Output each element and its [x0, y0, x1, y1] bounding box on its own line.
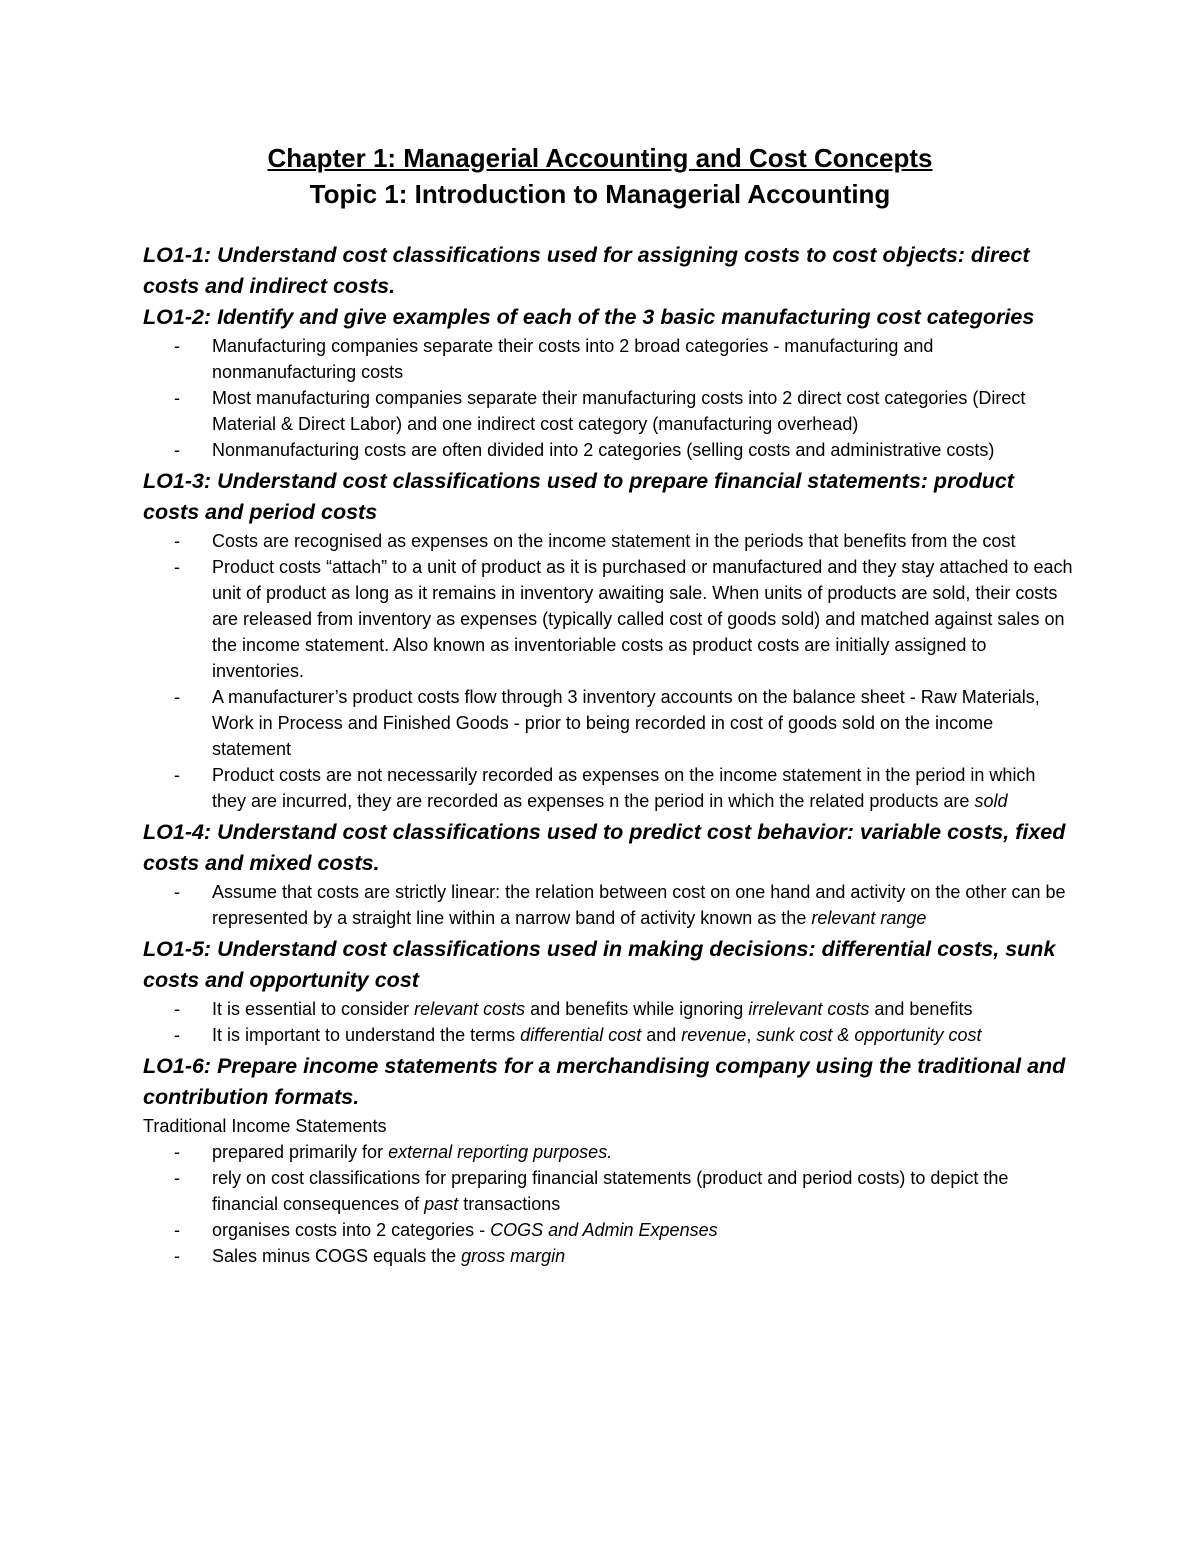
emphasis-text: COGS and Admin Expenses: [490, 1220, 718, 1240]
list-item: [143, 1022, 1073, 1048]
list-item: - Product costs “attach” to a unit of product as it is purchased or manufactured and they stay attached to each unit of product as long as it remains in inventory awaiting sale. When units of products are sold, their costs are released from inventory as expenses (typically called cost of goods sold) and matched against sales on the income statement. Also known as inventoriable costs as product costs are initially assigned to inventories.: [143, 554, 1073, 684]
list-item: [143, 1165, 1073, 1217]
list-item: - Nonmanufacturing costs are often divided into 2 categories (selling costs and administrative costs): [143, 437, 1073, 463]
emphasis-text: external reporting purposes.: [388, 1142, 613, 1162]
list-text: organises costs into 2 categories -: [212, 1220, 491, 1240]
lo3-list: [143, 528, 1073, 814]
lo4-heading: LO1-4: Understand cost classifications used to predict cost behavior: variable costs, fixed costs and mixed costs.: [143, 820, 1066, 875]
list-text: Product costs are not necessarily recorded as expenses on the income statement in the period in which they are incurred, they are recorded as expenses n the period in which the related products are: [212, 765, 1036, 811]
lo1-heading: LO1-1: Understand cost classifications used for assigning costs to cost objects: direct costs and indirect costs.: [143, 243, 1030, 298]
lo5-heading: LO1-5: Understand cost classifications used in making decisions: differential costs, sunk costs and opportunity cost: [143, 937, 1056, 992]
title-block: [0, 140, 1200, 212]
list-text: prepared primarily for: [212, 1142, 389, 1162]
emphasis-text: revenue: [681, 1025, 747, 1045]
emphasis-text: sunk cost & opportunity cost: [756, 1025, 982, 1045]
list-text: ,: [746, 1025, 757, 1045]
lo4-list: [143, 879, 1073, 931]
list-text: and benefits: [869, 999, 973, 1019]
list-item: - A manufacturer’s product costs flow through 3 inventory accounts on the balance sheet - Raw Materials, Work in Process and Finished Goods - prior to being recorded in cost of goods sold on the income statement: [143, 684, 1073, 762]
list-item: [143, 1139, 1073, 1165]
list-item: [143, 762, 1073, 814]
list-item: - Most manufacturing companies separate their manufacturing costs into 2 direct cost categories (Direct Material & Direct Labor) and one indirect cost category (manufacturing overhead): [143, 385, 1073, 437]
list-item: [143, 1217, 1073, 1243]
list-item: [143, 879, 1073, 931]
list-item: - Manufacturing companies separate their costs into 2 broad categories - manufacturing and nonmanufacturing costs: [143, 333, 1073, 385]
emphasis-text: irrelevant costs: [748, 999, 870, 1019]
emphasis-text: past: [424, 1194, 459, 1214]
list-text: and benefits while ignoring: [525, 999, 749, 1019]
lo2-heading: LO1-2: Identify and give examples of each of the 3 basic manufacturing cost categories: [143, 305, 1035, 329]
traditional-income-subheading: Traditional Income Statements: [143, 1116, 387, 1136]
emphasis-text: relevant costs: [414, 999, 526, 1019]
list-text: transactions: [458, 1194, 561, 1214]
list-item: [143, 996, 1073, 1022]
list-item: - Costs are recognised as expenses on the income statement in the periods that benefits from the cost: [143, 528, 1073, 554]
list-text: rely on cost classifications for preparing financial statements (product and period costs) to depict the financial consequences of: [212, 1168, 1009, 1214]
lo2-list: [143, 333, 1073, 463]
emphasis-text: sold: [974, 791, 1008, 811]
emphasis-text: differential cost: [520, 1025, 642, 1045]
list-text: and: [641, 1025, 682, 1045]
lo5-list: [143, 996, 1073, 1048]
emphasis-text: relevant range: [811, 908, 927, 928]
content: [143, 240, 1073, 1272]
list-text: It is important to understand the terms: [212, 1025, 521, 1045]
chapter-title: Chapter 1: Managerial Accounting and Cost Concepts: [267, 143, 933, 173]
list-text: It is essential to consider: [212, 999, 415, 1019]
topic-title: Topic 1: Introduction to Managerial Accounting: [309, 179, 891, 209]
emphasis-text: gross margin: [461, 1246, 566, 1266]
list-item: [143, 1243, 1073, 1269]
lo3-heading: LO1-3: Understand cost classifications used to prepare financial statements: product costs and period costs: [143, 469, 1014, 524]
list-text: Assume that costs are strictly linear: the relation between cost on one hand and activity on the other can be represented by a straight line within a narrow band of activity known as the: [212, 882, 1066, 928]
lo6-heading: LO1-6: Prepare income statements for a merchandising company using the traditional and contribution formats.: [143, 1054, 1066, 1109]
list-text: Sales minus COGS equals the: [212, 1246, 462, 1266]
lo6-list: [143, 1139, 1073, 1269]
